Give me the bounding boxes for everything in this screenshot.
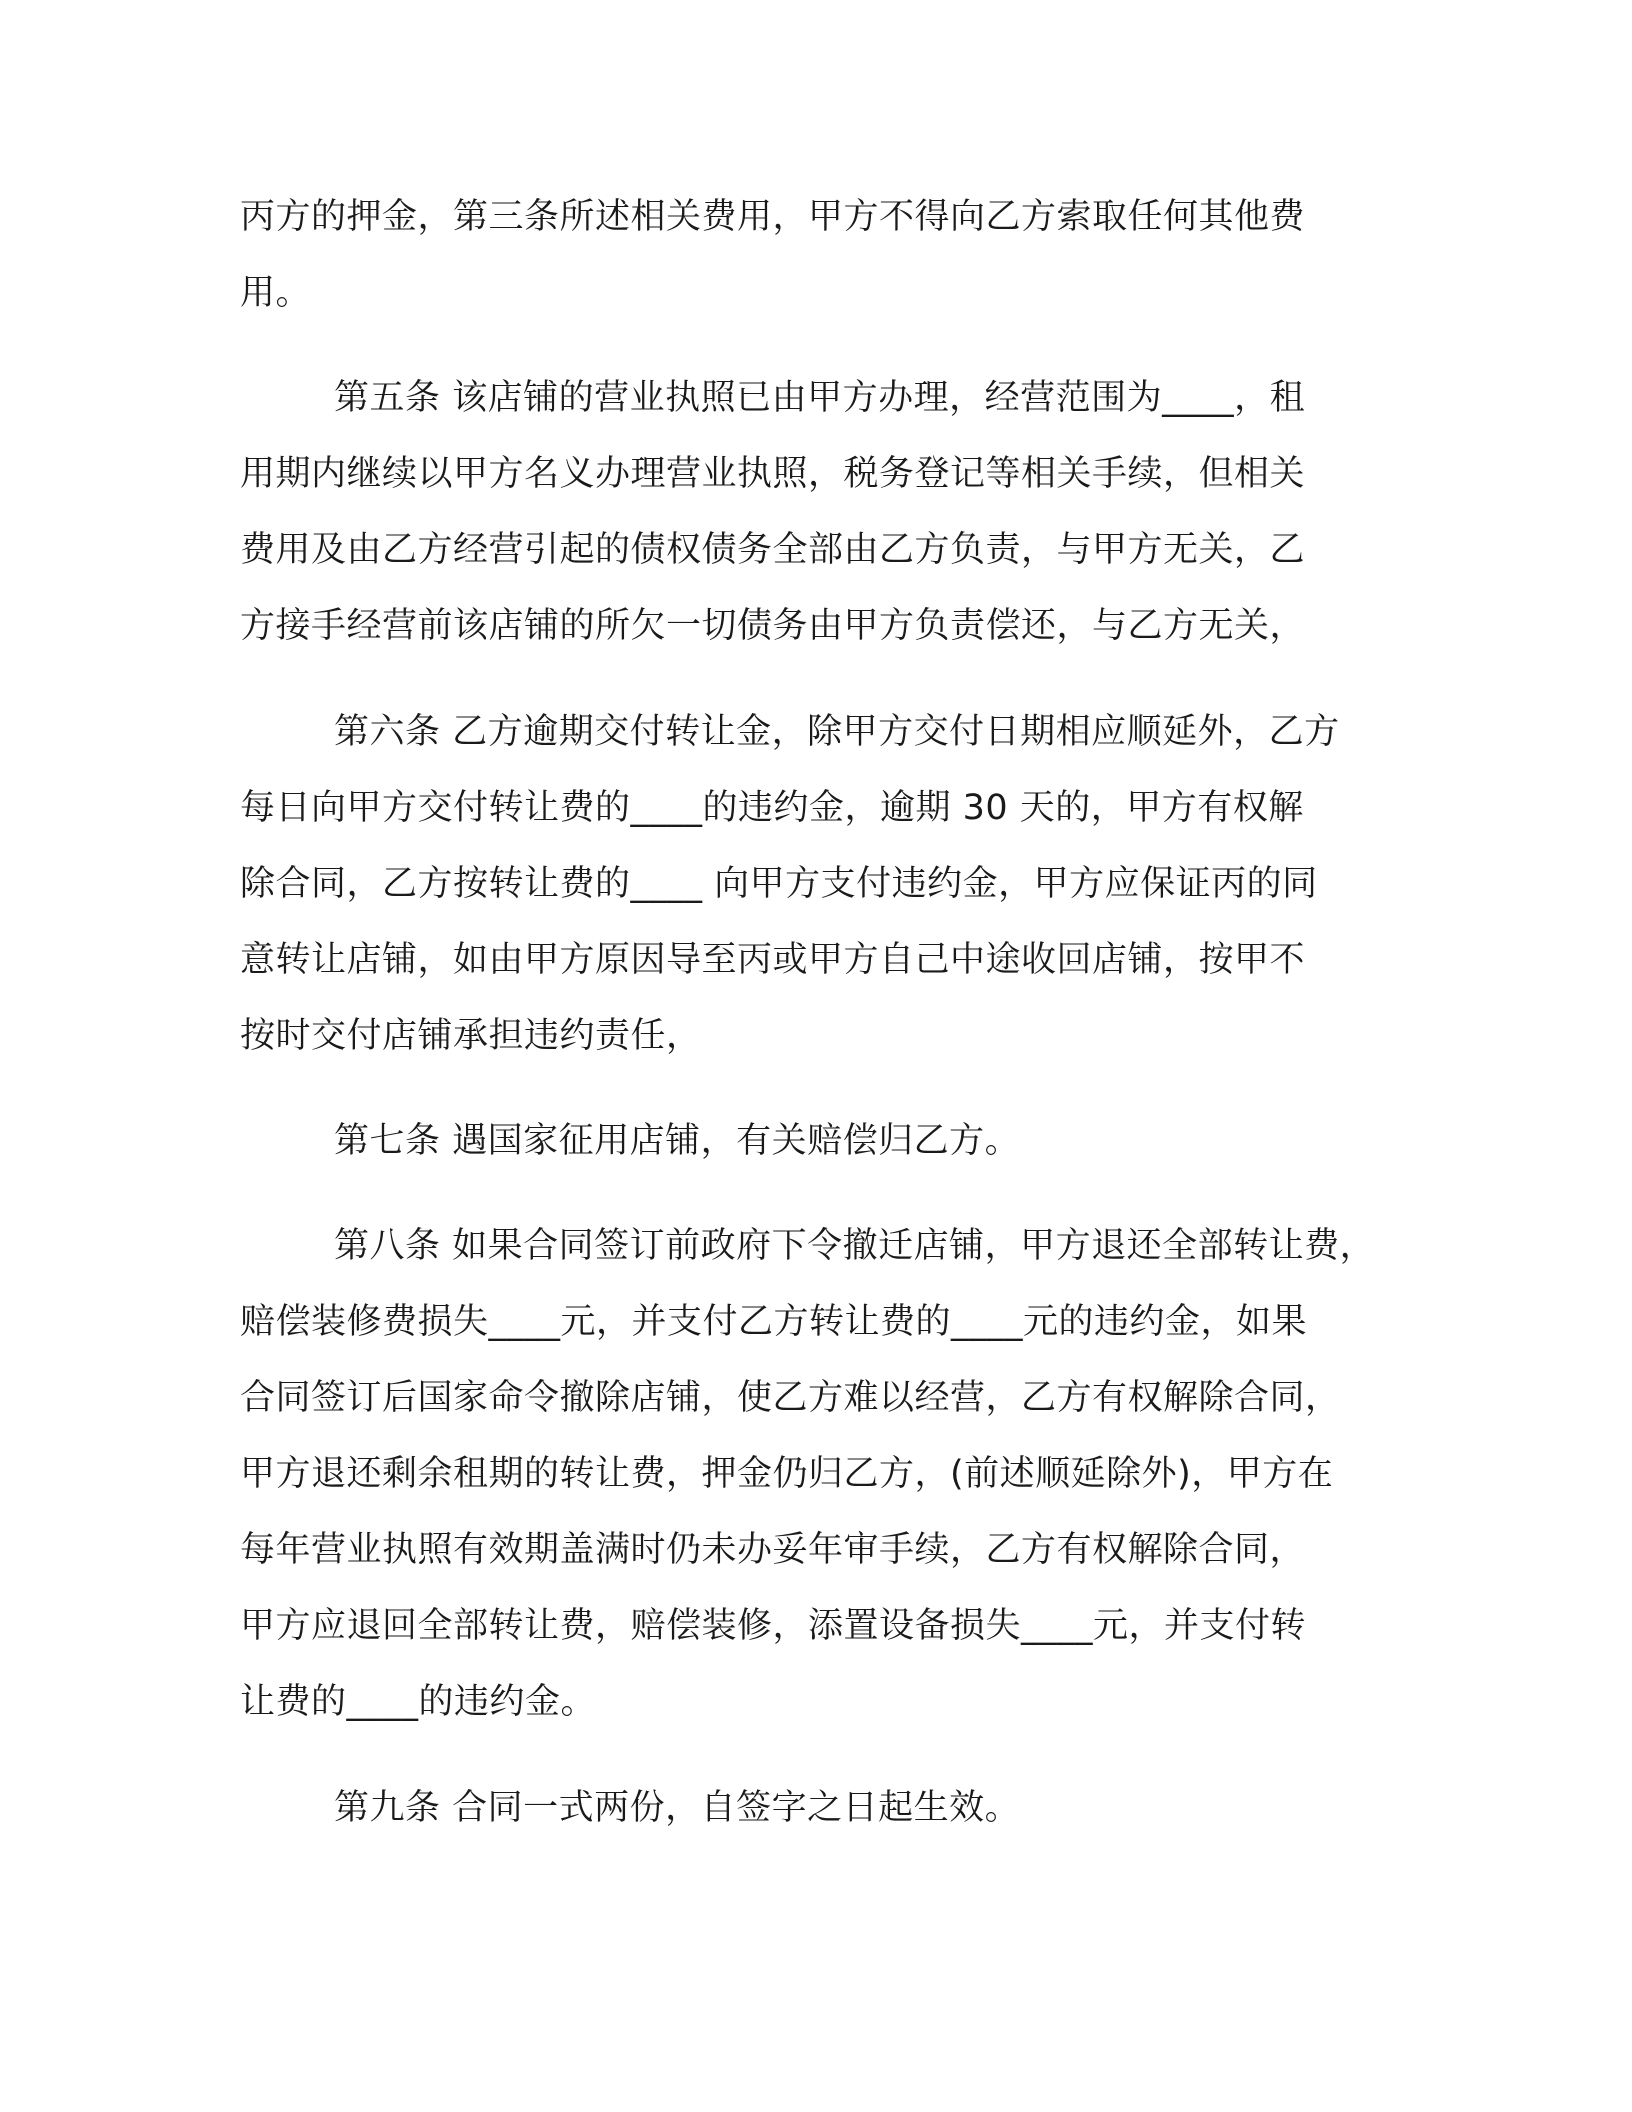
article-6-heading-line: 第六条 乙方逾期交付转让金，除甲方交付日期相应顺延外，乙方 (334, 712, 1340, 752)
text-line: 意转让店铺，如由甲方原因导至丙或甲方自己中途收回店铺，按甲不 (240, 940, 1306, 980)
text-line: 甲方退还剩余租期的转让费，押金仍归乙方，(前述顺延除外)，甲方在 (240, 1454, 1334, 1494)
text-line: 用期内继续以甲方名义办理营业执照，税务登记等相关手续，但相关 (240, 454, 1306, 494)
text-line: 用。 (240, 273, 312, 313)
text-line: 丙方的押金，第三条所述相关费用，甲方不得向乙方索取任何其他费 (240, 197, 1306, 237)
text-line: 按时交付店铺承担违约责任， (240, 1016, 702, 1056)
text-line: 甲方应退回全部转让费，赔偿装修，添置设备损失____元，并支付转 (240, 1606, 1307, 1646)
article-8-heading-line: 第八条 如果合同签订前政府下令撤迁店铺，甲方退还全部转让费， (334, 1226, 1376, 1266)
text-line: 赔偿装修费损失____元，并支付乙方转让费的____元的违约金，如果 (240, 1302, 1308, 1342)
text-line: 每日向甲方交付转让费的____的违约金，逾期 30 天的，甲方有权解 (240, 788, 1304, 828)
text-line: 方接手经营前该店铺的所欠一切债务由甲方负责偿还，与乙方无关， (240, 606, 1306, 646)
article-5-heading-line: 第五条 该店铺的营业执照已由甲方办理，经营范围为____，租 (334, 378, 1306, 418)
text-line: 让费的____的违约金。 (240, 1682, 597, 1722)
text-line: 合同签订后国家命令撤除店铺，使乙方难以经营，乙方有权解除合同， (240, 1378, 1341, 1418)
article-9-heading-line: 第九条 合同一式两份，自签字之日起生效。 (334, 1788, 1021, 1828)
text-line: 除合同，乙方按转让费的____ 向甲方支付违约金，甲方应保证丙的同 (240, 864, 1318, 904)
text-line: 费用及由乙方经营引起的债权债务全部由乙方负责，与甲方无关，乙 (240, 530, 1306, 570)
article-7-heading-line: 第七条 遇国家征用店铺，有关赔偿归乙方。 (334, 1121, 1021, 1161)
text-line: 每年营业执照有效期盖满时仍未办妥年审手续，乙方有权解除合同， (240, 1530, 1306, 1570)
